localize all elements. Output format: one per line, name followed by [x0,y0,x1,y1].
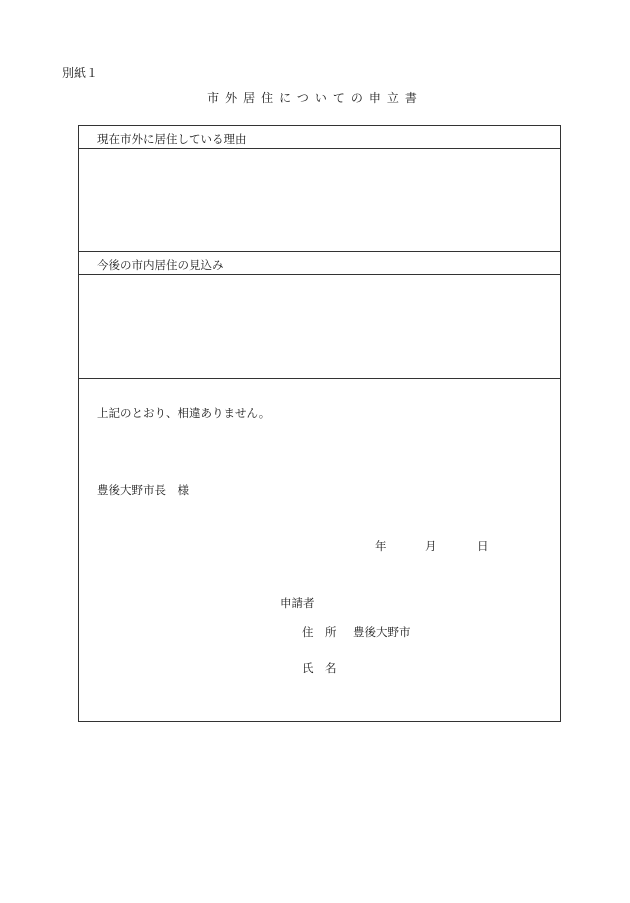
date-day: 日 [477,539,489,553]
prospect-label: 今後の市内居住の見込み [97,258,224,272]
reason-label: 現在市外に居住している理由 [97,132,247,146]
address-value: 豊後大野市 [353,625,411,639]
applicant-label: 申請者 [280,596,315,610]
application-form [78,125,561,722]
name-field[interactable] [353,656,533,678]
document-title: 市外居住についての申立書 [207,91,423,105]
divider [79,251,560,252]
prospect-field[interactable] [79,275,560,378]
addressee-text: 豊後大野市長 様 [97,483,189,497]
reason-field[interactable] [79,149,560,251]
name-label: 氏 名 [302,661,337,675]
attachment-label: 別紙１ [62,66,99,80]
declaration-text: 上記のとおり、相違ありません。 [97,406,271,420]
divider [79,378,560,379]
address-label: 住 所 [302,625,337,639]
date-year: 年 [375,539,387,553]
date-month: 月 [425,539,437,553]
